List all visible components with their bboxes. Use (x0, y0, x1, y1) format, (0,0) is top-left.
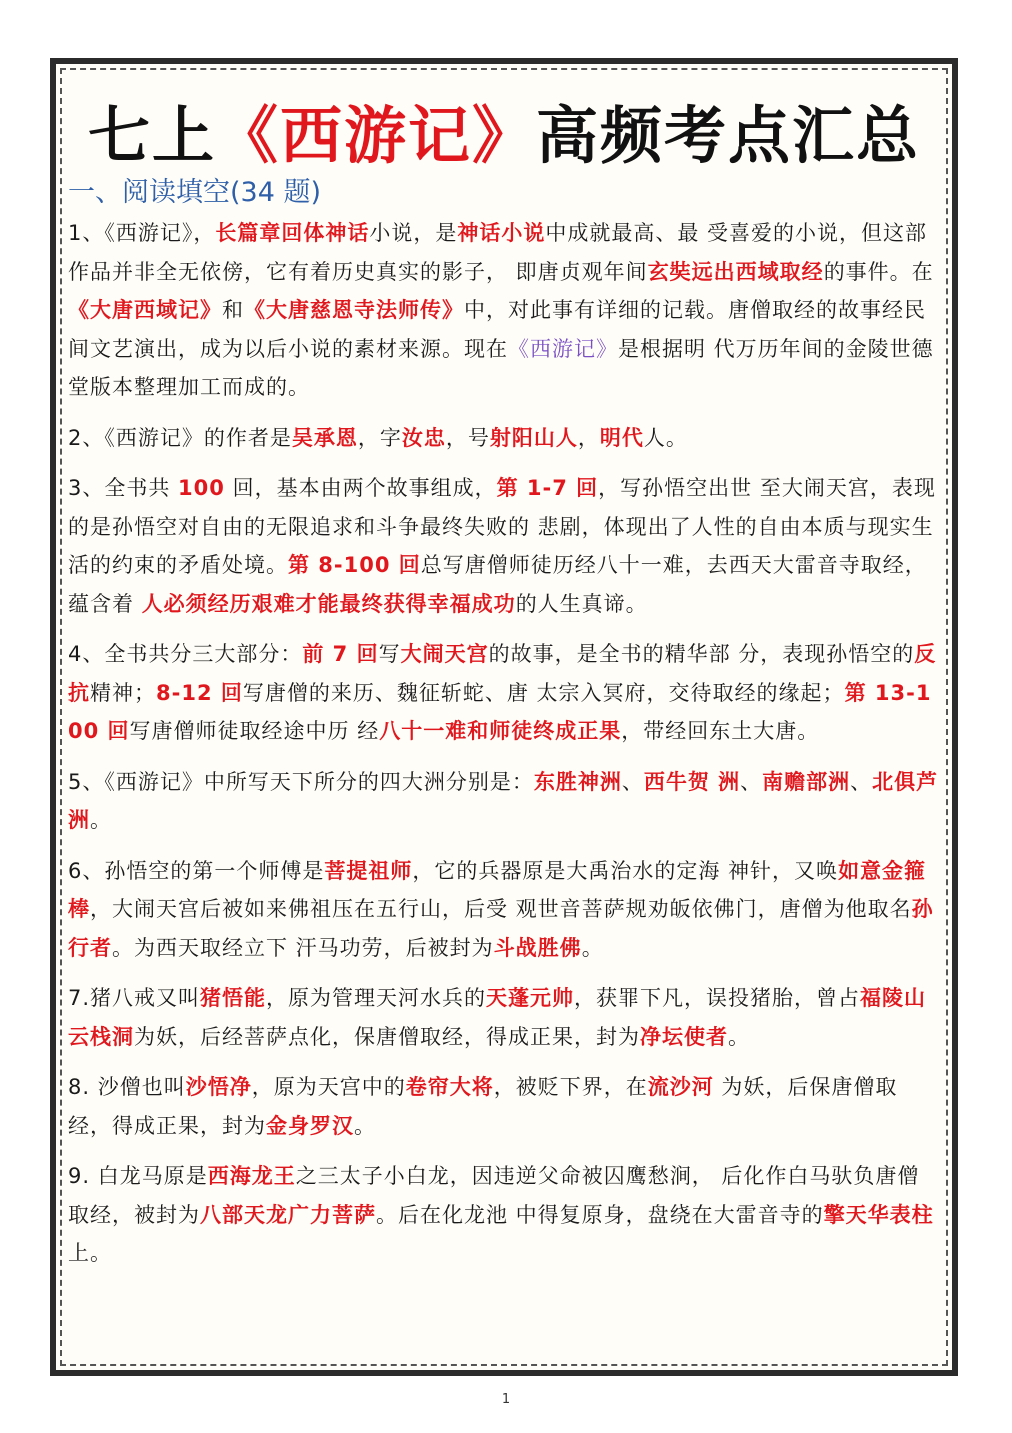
answer-highlight: 第 1-7 回 (496, 476, 599, 500)
question-item (68, 419, 940, 458)
question-text: 中，对此事有详细的记载。唐僧取经的故事经民 间文艺演出，成为以后小说的素材来源。现在 (68, 298, 926, 361)
answer-highlight: 西牛贺 洲 (643, 769, 741, 794)
question-text: 。后在化龙池 中得复原身，盘绕在大雷音寺的 (376, 1202, 824, 1227)
question-text: 回，基本由两个故事组成， (224, 476, 497, 500)
answer-highlight: 吴承恩 (291, 425, 358, 450)
question-text: ，大闹天宫后被如来佛祖压在五行山，后受 观世音菩萨规劝皈依佛门，唐僧为他取名 (90, 897, 912, 921)
question-text: 上。 (68, 1241, 112, 1265)
question-text: 写唐僧师徒取经途中历 经 (129, 719, 380, 743)
question-text: 5、《西游记》中所写天下所分的四大洲分别是： (68, 769, 534, 794)
answer-highlight: 《大唐慈恩寺法师传》 (244, 298, 464, 322)
answer-highlight: 射阳山人 (489, 425, 578, 450)
answer-highlight: 100 (178, 476, 225, 500)
question-text: ，获罪下凡，误投猪胎，曾占 (574, 986, 861, 1010)
question-text: ，字 (357, 425, 402, 450)
question-text: 、 (740, 769, 763, 794)
question-text: 人。 (643, 425, 688, 450)
question-item (68, 852, 940, 968)
answer-highlight: 大闹天宫 (400, 642, 489, 666)
question-item (68, 763, 940, 840)
answer-highlight: 孙行者 (68, 897, 934, 960)
question-text: 之三太子小白龙，因违逆父命被囚鹰愁涧， 后化作白马驮负唐僧取经，被封为 (68, 1164, 920, 1227)
answer-highlight: 斗战胜佛 (493, 935, 582, 960)
question-text: 。 (354, 1113, 376, 1138)
answer-highlight: 长篇章回体神话 (215, 221, 370, 245)
question-text: 的故事，是全书的精华部 分，表现孙悟空的 (488, 642, 915, 666)
question-text: ，原为天宫中的 (251, 1075, 406, 1099)
question-text: ，原为管理天河水兵的 (266, 986, 487, 1010)
title-prefix: 七上 (87, 99, 216, 172)
question-text: 小说，是 (369, 221, 458, 245)
question-text: 6、孙悟空的第一个师傅是 (68, 858, 325, 883)
question-text: 。 (581, 935, 604, 960)
answer-highlight: 如意金箍棒 (68, 858, 927, 921)
question-text: ，写孙悟空出世 至大闹天宫，表现的是孙悟空对自由的无限追求和斗争最终失败的 悲剧，体现出了人性的自由本质与现实生活的约束的矛盾处境。 (68, 476, 936, 577)
question-text: 的事件。在 (823, 259, 934, 284)
answer-highlight: 明代 (599, 425, 644, 450)
question-text: 9. 白龙马原是 (68, 1164, 208, 1188)
page-title (56, 86, 952, 175)
question-text: ，带经回东土大唐。 (621, 719, 820, 743)
question-text: ，号 (445, 425, 490, 450)
answer-highlight: 前 7 回 (302, 642, 379, 666)
answer-highlight: 八部天龙广力菩萨 (200, 1202, 376, 1227)
answer-highlight: 猪悟能 (200, 986, 267, 1010)
question-text: 写 (378, 642, 401, 666)
answer-highlight: 反抗 (68, 642, 937, 705)
question-text: ， (577, 425, 600, 450)
question-text: 。 (90, 808, 112, 832)
answer-highlight: 天蓬元帅 (486, 986, 575, 1010)
page-number: 1 (501, 1392, 511, 1407)
answer-highlight: 玄奘远出西域取经 (647, 259, 824, 284)
question-text: 、 (850, 769, 873, 794)
question-list (68, 214, 940, 1285)
question-text: 2、《西游记》的作者是 (68, 425, 292, 450)
question-item (68, 635, 940, 751)
page-frame (50, 58, 958, 1376)
question-text: 中成就最高、最 受喜爱的小说，但这部作品并非全无依傍，它有着历史真实的影子， 即唐贞观年间 (68, 221, 928, 284)
question-text: 1、《西游记》， (68, 221, 216, 245)
question-text: 4、全书共分三大部分： (68, 642, 303, 666)
answer-highlight: 人必须经历艰难才能最终获得幸福成功 (141, 591, 516, 616)
question-text: 总写唐僧师徒历经八十一难，去西天大雷音寺取经，蕴含着 (68, 553, 927, 616)
answer-highlight: 八十一难和师徒终成正果 (379, 719, 622, 743)
answer-highlight: 汝忠 (401, 425, 446, 450)
question-text: 精神； (90, 680, 156, 705)
question-text: 7.猪八戒又叫 (68, 986, 201, 1010)
question-text: 为妖，后保唐僧取经，得成正果，封为 (68, 1075, 898, 1138)
question-text: 3、全书共 (68, 476, 179, 500)
question-item (68, 469, 940, 623)
answer-highlight: 西海龙王 (207, 1164, 296, 1188)
answer-highlight: 沙悟净 (185, 1075, 252, 1099)
question-text: ，被贬下界，在 (493, 1075, 648, 1099)
answer-highlight: 福陵山云栈洞 (68, 986, 927, 1049)
question-item (68, 1157, 940, 1273)
answer-highlight: 《大唐西域记》 (68, 298, 222, 322)
question-text: 写唐僧的来历、魏征斩蛇、唐 太宗入冥府，交待取经的缘起； (242, 680, 845, 705)
answer-highlight: 净坛使者 (640, 1024, 728, 1049)
question-text: 。为西天取经立下 汗马功劳，后被封为 (112, 935, 494, 960)
question-text: 是根据明 代万历年间的金陵世德堂版本整理加工而成的。 (68, 336, 934, 399)
question-text: 的人生真谛。 (515, 591, 648, 616)
question-item (68, 979, 940, 1056)
question-text: 。 (728, 1024, 750, 1049)
answer-highlight: 菩提祖师 (324, 858, 413, 883)
answer-highlight: 流沙河 (647, 1075, 714, 1099)
title-book-name: 《西游记》 (215, 99, 536, 172)
section-heading: 一、阅读填空(34 题) (68, 177, 322, 208)
answer-highlight: 8-12 回 (156, 680, 243, 705)
answer-highlight: 金身罗汉 (266, 1113, 354, 1138)
answer-highlight: 擎天华表柱 (823, 1202, 934, 1227)
book-title-text: 《西游记》 (508, 336, 618, 361)
answer-highlight: 东胜神洲 (533, 769, 622, 794)
question-text: 、 (621, 769, 644, 794)
question-text: 和 (222, 298, 244, 322)
answer-highlight: 神话小说 (457, 221, 546, 245)
answer-highlight: 北俱芦洲 (68, 769, 939, 832)
answer-highlight: 第 13-100 回 (68, 680, 932, 743)
question-text: ，它的兵器原是大禹治水的定海 神针，又唤 (412, 858, 839, 883)
question-text: 8. 沙僧也叫 (68, 1075, 186, 1099)
question-item (68, 214, 940, 407)
question-item (68, 1068, 940, 1145)
answer-highlight: 第 8-100 回 (288, 553, 421, 577)
question-text: 为妖，后经菩萨点化，保唐僧取经，得成正果，封为 (134, 1024, 640, 1049)
answer-highlight: 南赡部洲 (762, 769, 851, 794)
title-suffix: 高频考点汇总 (536, 99, 921, 172)
answer-highlight: 卷帘大将 (405, 1075, 494, 1099)
